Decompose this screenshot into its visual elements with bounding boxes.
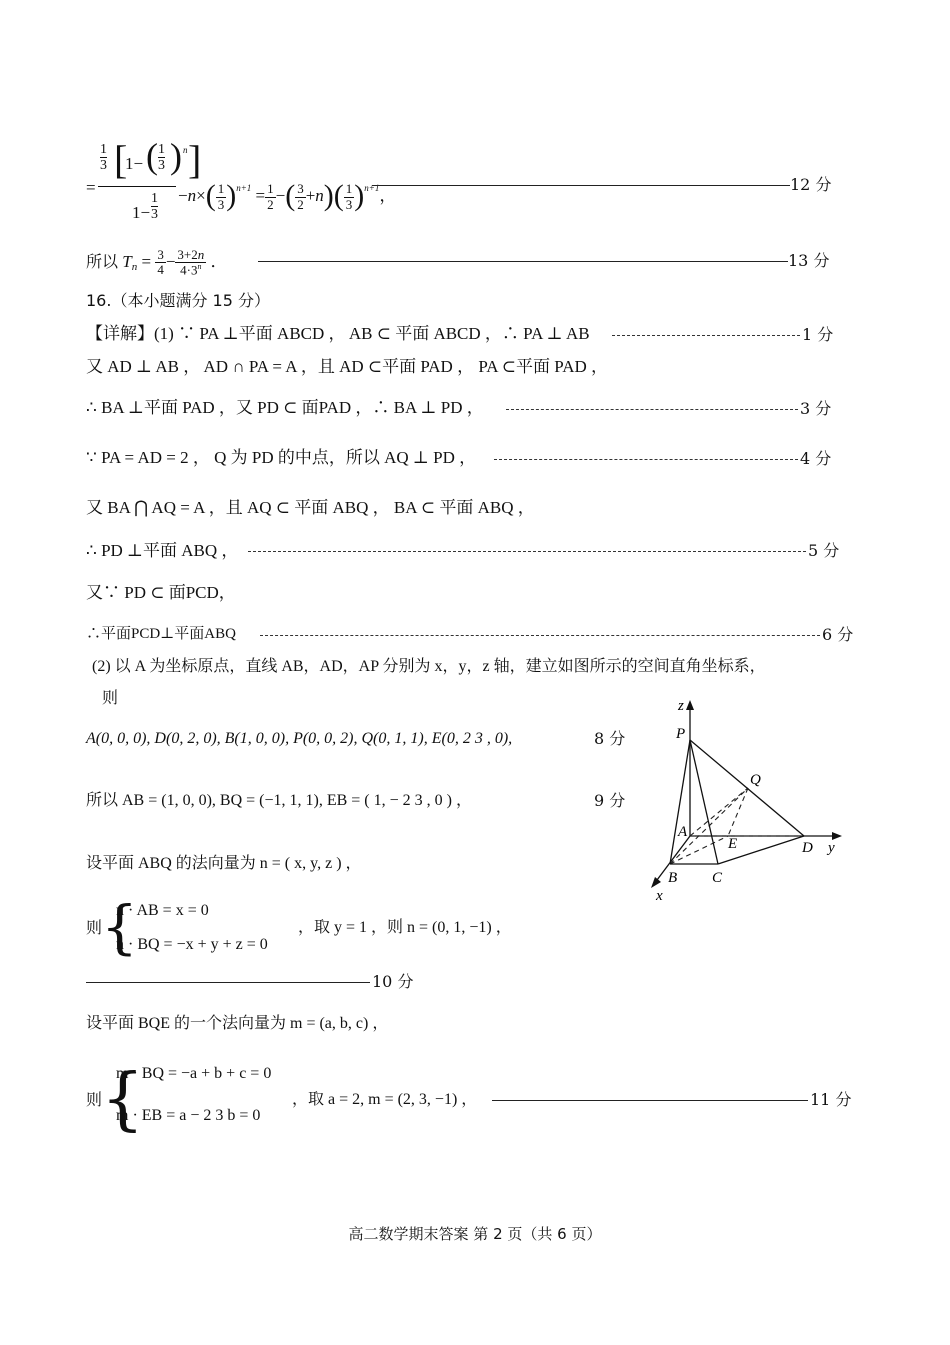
dash-8 [260, 635, 820, 636]
sys2-brace: { [101, 1060, 145, 1139]
score-6: 6 分 [822, 625, 854, 644]
score-5: 5 分 [808, 541, 840, 560]
part2-line-b: 则 [102, 688, 119, 707]
score-1: 1 分 [802, 325, 834, 344]
edge-PB [670, 740, 690, 864]
score-12: 12 分 [790, 175, 832, 194]
x-arrow [651, 877, 661, 888]
sys1-brace: { [101, 893, 138, 961]
label-B: B [668, 870, 678, 886]
proof-line-3: ∴ BA ⊥平面 PAD ，又 PD ⊂ 面PAD ，∴ BA ⊥ PD ， [86, 398, 484, 417]
sys2-tail: ，取 a = 2, m = (2, 3, −1) ， [292, 1091, 478, 1108]
score-11: 11 分 [810, 1090, 852, 1109]
coords-line: A(0, 0, 0), D(0, 2, 0), B(1, 0, 0), P(0, 0, 2), Q(0, 1, 1), E(0, 2 3 , 0), [86, 730, 513, 747]
sys2-row1: m · BQ = −a + b + c = 0 [116, 1065, 272, 1082]
sys1-row2: n · BQ = −x + y + z = 0 [116, 936, 268, 953]
score-10: 10 分 [372, 972, 414, 991]
score-line-13 [258, 261, 788, 262]
score-3: 3 分 [800, 399, 832, 418]
dash-3 [506, 409, 798, 410]
pyramid-figure [646, 698, 846, 908]
proof-line-1: 【详解】(1) ∵ PA ⊥平面 ABCD ， AB ⊂ 平面 ABCD ，∴ PA ⊥ AB [86, 324, 590, 343]
score-line-10 [86, 982, 370, 983]
question-16-title: 16.（本小题满分 15 分） [86, 291, 270, 310]
dash-6 [248, 551, 806, 552]
part2-line-a: (2) 以 A 为坐标原点，直线 AB，AD，AP 分别为 x，y，z 轴，建立如图所示的空间直角坐标系， [92, 658, 766, 675]
score-13: 13 分 [788, 251, 830, 270]
proof-line-7: 又∵ PD ⊂ 面PCD， [86, 583, 236, 602]
edge-AQ [690, 788, 748, 836]
proof-line-2: 又 AD ⊥ AB ， AD ∩ PA = A ，且 AD ⊂平面 PAD ， PA ⊂平面 PAD ， [86, 357, 609, 376]
sys1-ze: 则 [86, 918, 103, 937]
z-arrow [686, 700, 694, 710]
proof-line-4: ∵ PA = AD = 2 ， Q 为 PD 的中点，所以 AQ ⊥ PD ， [86, 448, 477, 467]
proof-line-6: ∴ PD ⊥平面 ABQ ， [86, 541, 239, 560]
normal-m-line: 设平面 BQE 的一个法向量为 m = (a, b, c) ， [86, 1015, 389, 1032]
dash-4 [494, 459, 798, 460]
label-A: A [678, 824, 688, 840]
proof-line-5: 又 BA ⋂ AQ = A ，且 AQ ⊂ 平面 ABQ ， BA ⊂ 平面 ABQ ， [86, 498, 535, 517]
normal-n-line: 设平面 ABQ 的法向量为 n = ( x, y, z ) ， [86, 855, 362, 872]
y-arrow [832, 832, 842, 840]
label-x: x [656, 888, 663, 904]
page-footer: 高二数学期末答案 第 2 页（共 6 页） [348, 1225, 602, 1243]
label-z: z [678, 698, 684, 714]
big-fraction: 1 3 [ 1− ( 1 3 ) n ] 1− 1 3 [100, 136, 202, 222]
label-Q: Q [750, 772, 761, 788]
proof-line-8: ∴平面PCD⊥平面ABQ [86, 626, 236, 642]
label-E: E [728, 836, 738, 852]
label-y: y [828, 840, 835, 856]
sys1-row1: n · AB = x = 0 [116, 902, 209, 919]
label-D: D [802, 840, 813, 856]
score-8: 8 分 [594, 729, 626, 748]
sys1-tail: ，取 y = 1 ，则 n = (0, 1, −1) ， [298, 919, 512, 936]
label-P: P [676, 726, 686, 742]
score-line-12 [372, 185, 790, 186]
formula-line-13: 所以 Tn = $\frac{3}{4}$ − $\frac{3+2n}{4\cdot 3^n}$ ． [86, 247, 228, 278]
edge-QE [728, 788, 748, 836]
score-9: 9 分 [594, 791, 626, 810]
sys2-ze: 则 [86, 1090, 103, 1109]
sys2-row2: m · EB = a − 2 3 b = 0 [116, 1107, 261, 1124]
dash-1 [612, 335, 800, 336]
formula-line-12: = 1 3 [ 1− ( 1 3 ) n ] 1− 1 3 −n×( $\frac{1}{3}$ )$^{n+1}$ = $\frac{1}{2}$ −( $\frac{3}{2}$ +n)( $\frac{1}{3}$ )$^{n+1}$， [86, 142, 386, 234]
label-C: C [712, 870, 723, 886]
vectors-line: 所以 AB = (1, 0, 0), BQ = (−1, 1, 1), EB = ( 1, − 2 3 , 0 ) ， [86, 792, 472, 809]
edge-PC [690, 740, 718, 864]
score-line-11 [492, 1100, 808, 1101]
score-4: 4 分 [800, 449, 832, 468]
